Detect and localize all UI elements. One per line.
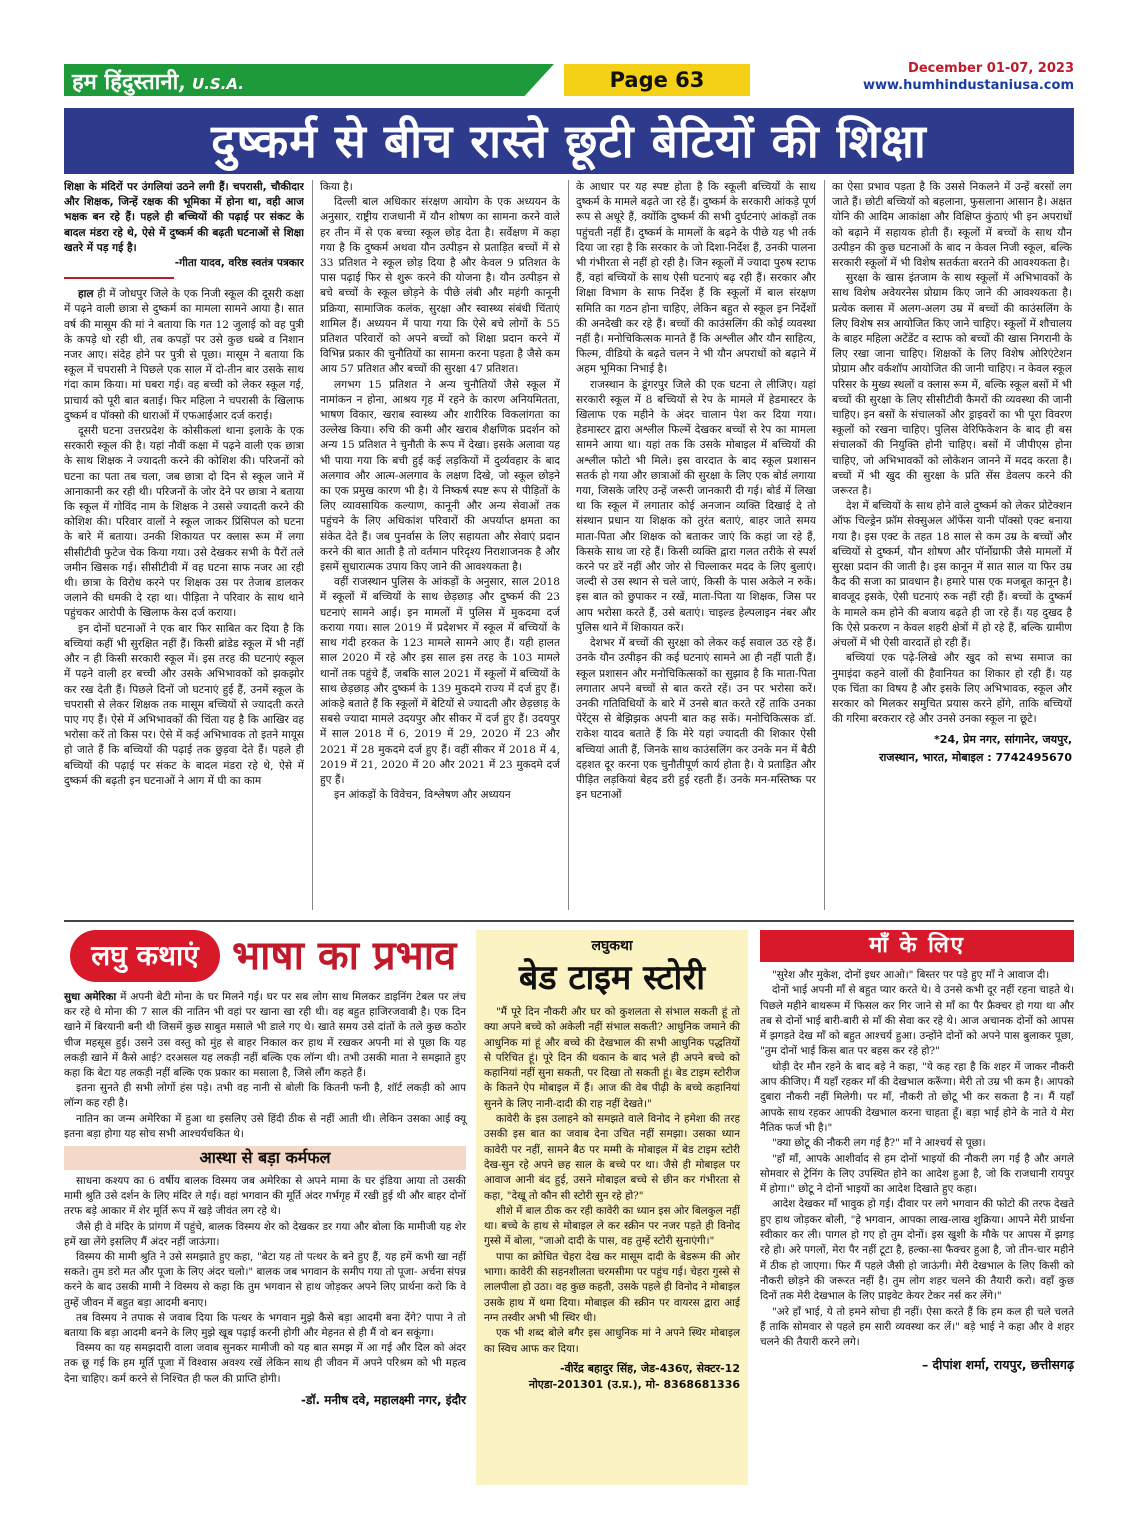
masthead (64, 62, 1074, 98)
story-author: – दीपांश शर्मा, रायपुर, छत्तीसगढ़ (921, 1357, 1074, 1373)
main-headline: दुष्कर्म से बीच रास्ते छूटी बेटियों की शिक्षा (64, 108, 1074, 174)
article-column-1 (64, 180, 304, 915)
author-address: *24, प्रेम नगर, सांगानेर, जयपुर, राजस्थान, भारत, मोबाइल : 7742495670 (879, 733, 1072, 765)
story-paragraph: "सुरेश और मुकेश, दोनों इधर आओ।" बिस्तर पर पड़े हुए माँ ने आवाज दी। (772, 969, 1050, 981)
short-story-bhasha (64, 924, 466, 1524)
newspaper-name: हम हिंदुस्तानी, U.S.A. (72, 69, 244, 95)
story-paragraph: इतना सुनते ही सभी लोगों हंस पड़े। तभी वह नानी से बोली कि कितनी फनी है, शॉर्ट लकड़ी को आप लॉन्ग कह रही है। (64, 1082, 466, 1110)
page-number: Page 63 (564, 64, 750, 96)
column-rule (824, 180, 825, 910)
article-paragraph: देश में बच्चियों के साथ होने वाले दुष्कर्म को लेकर प्रोटेक्शन ऑफ चिल्ड्रेन फ्रॉम सेक्सुअल ऑफेंस यानी पॉक्सो एक्ट बनाया गया है। इस एक्ट के तहत 18 साल से कम उम्र के बच्चों और बच्चियों से दुष्कर्म, यौन शोषण और पॉर्नोग्राफी जैसे मामलों में सुरक्षा प्रदान की जाती है। इस कानून में सात साल या फिर उम्र कैद की सजा का प्रावधान है। हमारे पास एक मजबूत कानून है। बावजूद इसके, ऐसी घटनाएं रुक नहीं रही हैं। बच्चों के दुष्कर्म के मामले कम होने की बजाय बढ़ते ही जा रहे हैं। यह दुखद है कि ऐसे प्रकरण न केवल शहरी क्षेत्रों में हो रहे हैं, बल्कि ग्रामीण अंचलों में भी ऐसी वारदातें हो रही हैं। (832, 500, 1072, 650)
article-paragraph: इन दोनों घटनाओं ने एक बार फिर साबित कर दिया है कि बच्चियां कहीं भी सुरक्षित नहीं हैं। किसी ब्रांडेड स्कूल में भी नहीं और न ही किसी सरकारी स्कूल में। इस तरह की घटनाएं स्कूल में पढ़ने वाली हर बच्ची और उसके अभिभावकों को झकझोर कर रख देती हैं। पिछले दिनों जो घटनाएं हुई हैं, उनमें स्कूल के चपरासी से लेकर शिक्षक तक मासूम बच्चियों से ज्यादती करते पाए गए हैं। ऐसे में अभिभावकों की चिंता यह है कि आखिर वह भरोसा करें तो किस पर। ऐसे में कई अभिभावक तो इतने मायूस हो जाते हैं कि बच्चियों की पढ़ाई तक छुड़वा देते हैं। पहले ही बच्चियों की पढ़ाई पर संकट के बादल मंडरा रहे थे, ऐसे में दुष्कर्म की बढ़ती इन घटनाओं ने आग में घी का काम (64, 622, 304, 787)
story-paragraph: विस्मय का यह समझदारी वाला जवाब सुनकर मामीजी को यह बात समझ में आ गई और दिल को अंदर तक छू गई कि हम मूर्ति पूजा में विश्वास अवश्य रखें लेकिन साथ ही जीवन में अपने परिश्रम को भी महत्व देना चाहिए। कर्म करने से निश्चित ही फल की प्राप्ति होगी। (64, 1342, 466, 1385)
article-paragraph: देशभर में बच्चों की सुरक्षा को लेकर कई सवाल उठ रहे हैं। उनके यौन उत्पीड़न की कई घटनाएं सामने आ ही नहीं पाती हैं। स्कूल प्रशासन और मनोचिकित्सकों का सुझाव है कि माता-पिता लगातार अपने बच्चों से बात करते रहें। उन पर भरोसा करें। उनकी गतिविधियों के बारे में उनसे बात करते रहें ताकि उनका पेरेंट्स से बेझिझक अपनी बात कह सकें। मनोचिकित्सक डॉ. राकेश यादव बताते हैं कि मेरे यहां ज्यादती की शिकार ऐसी बच्चियां आती हैं, जिनके साथ काउंसलिंग कर उनके मन में बैठी दहशत दूर करना एक चुनौतीपूर्ण कार्य होता है। ये प्रताड़ित और पीड़ित लड़कियां बेहद डरी हुई रहती हैं। उनके मन-मस्तिष्क पर इन घटनाओं (576, 637, 816, 802)
story-author: -वीरेंद्र बहादुर सिंह, जेड-436ए, सेक्टर-12 नोएडा-201301 (उ.प्र.), मो- 8368681336 (528, 1361, 740, 1391)
story-paragraph: विस्मय की मामी श्रुति ने उसे समझाते हुए कहा, "बेटा यह तो पत्थर के बने हुए हैं, यह हमें कभी खा नहीं सकते। तुम डरो मत और पूजा के लिए अंदर चलो।" बालक जब भगवान के समीप गया तो पूजा- अर्चना संपन्न करने के बाद उसकी मामी ने विस्मय से कहा कि तुम भगवान से हाथ जोड़कर अपने लिए प्रार्थना करो कि वे तुम्हें जीवन में बहुत बड़ा आदमी बनाए। (64, 1251, 466, 1309)
story-paragraph: नातिन का जन्म अमेरिका में हुआ था इसलिए उसे हिंदी ठीक से नहीं आती थी। लेकिन उसका आई क्यू इतना बड़ा होगा यह सोच सभी आश्चर्यचकित थे। (64, 1112, 466, 1140)
article-paragraph: बच्चियां एक पढ़े-लिखे और खुद को सभ्य समाज का नुमाइंदा कहने वालों की हैवानियत का शिकार हो रही हैं। यह एक चिंता का विषय है और इसके लिए अभिभावक, स्कूल और सरकार को मिलकर समुचित प्रयास करने होंगे, ताकि बच्चियों की गरिमा बरकरार रहे और उनसे उनका स्कूल ना छूटे। (832, 652, 1072, 726)
story-paragraph: "हाँ माँ, आपके आशीर्वाद से हम दोनों भाइयों की नौकरी लग गई है और अगले सोमवार से ट्रेनिंग के लिए उपस्थित होने का आदेश हुआ है, जो कि राजधानी रायपुर में होगा।" छोटू ने दोनों भाइयों का आदेश दिखाते हुए कहा। (760, 1152, 1074, 1196)
story-paragraph: आदेश देखकर माँ भावुक हो गई। दीवार पर लगे भगवान की फोटो की तरफ देखते हुए हाथ जोड़कर बोली, "हे भगवान, आपका लाख-लाख शुक्रिया। आपने मेरी प्रार्थना स्वीकार कर ली। पागल हो गए हो तुम दोनों। इस खुशी के मौके पर आपस में झगड़ रहे हो। अरे पगलों, मेरा पैर नहीं टूटा है, हल्का-सा फैक्चर हुआ है, जो तीन-चार महीने में ठीक हो जाएगा। फिर मैं पहले जैसी हो जाऊंगी। मेरी देखभाल के लिए किसी को नौकरी छोड़ने की जरूरत नहीं है। तुम लोग शहर चलने की तैयारी करो। वहाँ कुछ दिनों तक मेरी देखभाल के लिए प्राइवेट केयर टेकर नर्स कर लेंगे।" (760, 1198, 1074, 1303)
article-column-4 (832, 180, 1072, 915)
story-title: माँ के लिए (760, 930, 1074, 962)
story-paragraph: "क्या छोटू की नौकरी लग गई है?" माँ ने आश्चर्य से पूछा। (772, 1137, 986, 1150)
story-title: भाषा का प्रभाव (232, 933, 457, 979)
short-story-bedtime (476, 930, 748, 1485)
story-paragraph: एक भी शब्द बोले बगैर इस आधुनिक मां ने अपने स्थिर मोबाइल का स्विच आफ कर दिया। (484, 1327, 740, 1355)
story-subheading: आस्था से बड़ा कर्मफल (64, 1146, 466, 1170)
story-title: बेड टाइम स्टोरी (518, 958, 706, 998)
article-paragraph: लगभग 15 प्रतिशत ने अन्य चुनौतियों जैसे स्कूल में नामांकन न होना, आश्रय गृह में रहने के कारण अनियमितता, भाषण विकार, खराब स्वास्थ्य और शारीरिक विकलांगता का उल्लेख किया। रुचि की कमी और खराब शैक्षणिक प्रदर्शन को अन्य 15 प्रतिशत ने चुनौती के रूप में देखा। इसके अलावा यह भी पाया गया कि बची हुई कई लड़कियों में दुर्व्यवहार के बाद अलगाव और आत्म-अलगाव के लक्षण दिखे, जो स्कूल छोड़ने का एक प्रमुख कारण भी है। ये निष्कर्ष स्पष्ट रूप से पीड़ितों के लिए व्यावसायिक कल्याण, कानूनी और अन्य सेवाओं तक पहुंचने के लिए अधिकांश परिवारों की अपर्याप्त क्षमता का संकेत देते हैं। जब पुनर्वास के लिए सहायता और सेवाएं प्रदान करने की बात आती है तो वर्तमान परिदृश्य निराशाजनक है और इसमें सुधारात्मक उपाय किए जाने की आवश्यकता है। (320, 378, 560, 574)
article-paragraph: किया है। (320, 181, 353, 193)
story-paragraph: जैसे ही वे मंदिर के प्रांगण में पहुंचे, बालक विस्मय शेर को देखकर डर गया और बोला कि मामीजी यह शेर हमें खा लेंगे इसलिए मैं अंदर नहीं जाऊंगा। (64, 1220, 466, 1248)
story-paragraph: सुधा अमेरिका में अपनी बेटी मोना के घर मिलने गई। घर पर सब लोग साथ मिलकर डाइनिंग टेबल पर लंच कर रहे थे मोना की 7 साल की नातिन भी वहां पर खाना खा रही थी। वह बहुत हाजिरजवाबी है। एक दिन खाने में बिरयानी बनी थी जिसमें कुछ साबुत मसाले भी डाले गए थे। खाते समय उसे दांतों के तले कुछ कठोर चीज महसूस हुई। उसने उस वस्तु को मुंह से बाहर निकाल कर हाथ में रखकर अपनी मां से पूछा कि यह लकड़ी खाने में कैसे आई? दरअसल यह लकड़ी नहीं बल्कि एक लॉन्ग थी। तभी उसकी माता ने समझाते हुए कहा कि बेटा यह लकड़ी नहीं बल्कि एक प्रकार का मसाला है, जिसे लौंग कहते हैं। (64, 991, 466, 1080)
story-author: -डॉ. मनीष दवे, महालक्ष्मी नगर, इंदौर (300, 1392, 466, 1407)
story-paragraph: दोनों भाई अपनी माँ से बहुत प्यार करते थे। वे उनसे कभी दूर नहीं रहना चाहते थे। पिछले महीने बाथरूम में फिसल कर गिर जाने से माँ का पैर फ्रैक्चर हो गया था और तब से दोनों भाई बारी-बारी से माँ की सेवा कर रहे थे। आज अचानक दोनों को आपस में झगड़ते देख माँ को बहुत आश्चर्य हुआ। उन्होंने दोनों को अपने पास बुलाकर पूछा, "तुम दोनों भाई किस बात पर बहस कर रहे हो?" (760, 984, 1074, 1058)
story-header (64, 924, 466, 990)
article-column-2 (320, 180, 560, 915)
story-paragraph: तब विस्मय ने तपाक से जवाब दिया कि पत्थर के भगवान मुझे कैसे बड़ा आदमी बना देंगे? पापा ने तो बताया कि बड़ा आदमी बनने के लिए मुझे खूब पढ़ाई करनी होगी और मेहनत से ही मैं वो बन सकूंगा। (64, 1311, 466, 1340)
article-author: -गीता यादव, वरिष्ठ स्वतंत्र पत्रकार (174, 257, 304, 270)
story-category: लघुकथा (591, 938, 633, 954)
story-body (484, 1005, 740, 1357)
column-rule (568, 180, 569, 910)
article-paragraph: दिल्ली बाल अधिकार संरक्षण आयोग के एक अध्ययन के अनुसार, राष्ट्रीय राजधानी में यौन शोषण का सामना करने वाले हर तीन में से एक बच्चा स्कूल छोड़ देता है। सर्वेक्षण में कहा गया है कि दुष्कर्म अथवा यौन उत्पीड़न से प्रताड़ित बच्चों में से 33 प्रतिशत ने स्कूल छोड़ दिया है और केवल 9 प्रतिशत के पास पढ़ाई फिर से शुरू करने की योजना है। यौन उत्पीड़न से बचे बच्चों के स्कूल छोड़ने के पीछे लंबी और महंगी कानूनी प्रक्रिया, सामाजिक कलंक, सुरक्षा और स्वास्थ्य संबंधी चिंताएं शामिल हैं। अध्ययन में पाया गया कि ऐसे बचे लोगों के 55 प्रतिशत परिवारों को अपने बच्चों को शिक्षा प्रदान करने में विभिन्न प्रकार की चुनौतियों का सामना करना पड़ता है जैसे कम आय 57 प्रतिशत और बच्चों की सुरक्षा 47 प्रतिशत। (320, 196, 560, 376)
story-paragraph: कावेरी के इस उलाहने को समझते वाले विनोद ने हमेशा की तरह उसकी इस बात का जवाब देना उचित नहीं समझा। उसका ध्यान कावेरी पर नहीं, सामने बैठ पर मम्मी के मोबाइल में बेड टाइम स्टोरी देख-सुन रहे अपने छह साल के बच्चे पर था। जैसे ही मोबाइल पर आवाज आनी बंद हुई, उसने मोबाइल बच्चे से छीन कर गंभीरता से कहा, "देखू तो कौन सी स्टोरी सुन रहे हो?" (484, 1113, 740, 1202)
main-article (64, 180, 1074, 915)
article-column-3 (576, 180, 816, 915)
article-intro: शिक्षा के मंदिरों पर उंगलियां उठने लगी हैं। चपरासी, चौकीदार और शिक्षक, जिन्हें रक्षक की भूमिका में होना था, वही आज भक्षक बन रहे हैं। पहले ही बच्चियों की पढ़ाई पर संकट के बादल मंडरा रहे थे, ऐसे में दुष्कर्म की बढ़ती घटनाओं से शिक्षा खतरे में पड़ गई है। (64, 181, 304, 254)
story-paragraph: "अरे हाँ भाई, ये तो हमने सोचा ही नहीं। ऐसा करते हैं कि हम कल ही चले चलते हैं ताकि सोमवार से पहले हम सारी व्यवस्था कर लें।" बड़े भाई ने कहा और वे शहर चलने की तैयारी करने लगे। (760, 1305, 1074, 1349)
article-paragraph: राजस्थान के डूंगरपुर जिले की एक घटना ले लीजिए। यहां सरकारी स्कूल में 8 बच्चियों से रेप के मामले में हेडमास्टर के खिलाफ एक महीने के अंदर चालान पेश कर दिया गया। हेडमास्टर द्वारा अश्लील फिल्में देखकर बच्चों से रेप का मामला सामने आया था। यहां तक कि उसके मोबाइल में बच्चियों की अश्लील फोटो भी मिले। इस वारदात के बाद स्कूल प्रशासन सतर्क हो गया और छात्राओं की सुरक्षा के लिए एक बोर्ड लगाया गया, जिसके जरिए उन्हें जरूरी जानकारी दी गई। बोर्ड में लिखा था कि स्कूल में लगातार कोई अनजान व्यक्ति दिखाई दे तो संस्थान प्रधान या शिक्षक को तुरंत बताएं, बाहर जाते समय माता-पिता और शिक्षक को बताकर जाएं कि कहां जा रहे हैं, किसके साथ जा रहे हैं। किसी व्यक्ति द्वारा गलत तरीके से स्पर्श करने पर डरें नहीं और जोर से चिल्लाकर मदद के लिए बुलाएं। जल्दी से उस स्थान से चले जाएं, किसी के पास अकेले न रुकें। इस बात को छुपाकर न रखें, माता-पिता या शिक्षक, जिस पर आप भरोसा करते हैं, उसे बताएं। चाइल्ड हेल्पलाइन नंबर और पुलिस थाने में शिकायत करें। (576, 378, 816, 634)
story-category-badge: लघु कथाएं (70, 930, 220, 982)
story-paragraph: थोड़ी देर मौन रहने के बाद बड़े ने कहा, "ये कह रहा है कि शहर में जाकर नौकरी आप कीजिए। मैं यहाँ रहकर माँ की देखभाल करूँगा। मेरी तो उम्र भी कम है। आपको दुबारा नौकरी नहीं मिलेगी। पर माँ, नौकरी तो छोटू भी कर सकता है न। मैं यहाँ आपके साथ रहकर आपकी देखभाल करना चाहता हूँ। बड़ा भाई होने के नाते ये मेरा नैतिक फर्ज भी है।" (760, 1060, 1074, 1134)
story-body (64, 990, 466, 1408)
short-story-maa (760, 930, 1074, 1485)
article-paragraph: का ऐसा प्रभाव पड़ता है कि उससे निकलने में उन्हें बरसों लग जाते हैं। छोटी बच्चियों को बहलाना, फुसलाना आसान है। अक्षत योनि की आदिम आकांक्षा और विक्षिप्त कुंठाएं भी इन अपराधों को बढ़ाने में सहायक होती हैं। स्कूलों में बच्चों के साथ यौन उत्पीड़न की कुछ घटनाओं के बाद न केवल निजी स्कूल, बल्कि सरकारी स्कूलों में भी विशेष सतर्कता बरतने की आवश्यकता है। (832, 181, 1072, 270)
article-paragraph: वहीं राजस्थान पुलिस के आंकड़ों के अनुसार, साल 2018 में स्कूलों में बच्चियों के साथ छेड़छाड़ और दुष्कर्म की 23 घटनाएं सामने आई। इन मामलों में पुलिस में मुकदमा दर्ज कराया गया। साल 2019 में प्रदेशभर में स्कूल में बच्चियों के साथ गंदी हरकत के 123 मामले सामने आए हैं। यही हालत साल 2020 में रहे और इस साल इस तरह के 103 मामले थानों तक पहुंचे हैं, जबकि साल 2021 में स्कूलों में बच्चियों के साथ छेड़छाड़ और दुष्कर्म के 139 मुकदमे राज्य में दर्ज हुए हैं। आंकड़े बताते हैं कि स्कूलों में बेटियों से ज्यादती और छेड़छाड़ के सबसे ज्यादा मामले उदयपुर और सीकर में दर्ज हुए हैं। उदयपुर में साल 2018 में 6, 2019 में 29, 2020 में 23 और 2021 में 28 मुकदमे दर्ज हुए हैं। वहीं सीकर में 2018 में 4, 2019 में 21, 2020 में 20 और 2021 में 23 मुकदमे दर्ज हुए हैं। (320, 576, 560, 786)
story-paragraph: साधना कश्यप का 6 वर्षीय बालक विस्मय जब अमेरिका से अपने मामा के घर इंडिया आया तो उसकी मामी श्रुति उसे दर्शन के लिए मंदिर ले गई। वहां भगवान की मूर्ति अंदर गर्भगृह में रखी हुई थी और बाहर दोनों तरफ बड़े आकार में शेर मूर्ति रूप में खड़े जीवंत लग रहे थे। (64, 1175, 466, 1218)
section-divider (64, 920, 1074, 922)
column-rule (312, 180, 313, 910)
article-paragraph: हाल ही में जोधपुर जिले के एक निजी स्कूल की दूसरी कक्षा में पढ़ने वाली छात्रा से दुष्कर्म का मामला सामने आया है। सात वर्ष की मासूम की मां ने बताया कि गत 12 जुलाई को वह पुत्री के कपड़े धो रही थी, तब कपड़ों पर उसे कुछ धब्बे व निशान नजर आए। संदेह होने पर पुत्री से पूछा। मासूम ने बताया कि स्कूल में चपरासी ने पिछले एक साल में दो-तीन बार उसके साथ गंदा काम किया। मां घबरा गई। वह बच्ची को लेकर स्कूल गई, प्राचार्य को पूरी बात बताई। फिर महिला ने चपरासी के खिलाफ दुष्कर्म व पॉक्सो की धाराओं में एफआईआर दर्ज कराई। (64, 288, 304, 422)
article-paragraph: इन आंकड़ों के विवेचन, विश्लेषण और अध्ययन (334, 789, 511, 802)
story-paragraph: "मैं पूरे दिन नौकरी और घर को कुशलता से संभाल सकती हूं तो क्या अपने बच्चे को अकेली नहीं संभाल सकती? आधुनिक जमाने की आधुनिक मां हूं और बच्चे की देखभाल की सभी आधुनिक पद्धतियों से परिचित हूं। पूरे दिन की थकान के बाद भले ही अपने बच्चे को कहानियां नहीं सुना सकती, पर दिखा तो सकती हूं। बेड टाइम स्टोरीज के कितने ऐप मोबाइल में हैं। आज की वेब पीढ़ी के बच्चे कहानियां सुनने के लिए नानी-दादी की राह नहीं देखते।" (484, 1006, 740, 1110)
story-paragraph: शीशे में बाल ठीक कर रही कावेरी का ध्यान इस ओर बिलकुल नहीं था। बच्चे के हाथ से मोबाइल ले कर स्क्रीन पर नजर पड़ते ही विनोद गुस्से में बोला, "जाओ दादी के पास, वह तुम्हें स्टोरी सुनाएंगी।" (484, 1204, 740, 1248)
issue-date: December 01-07, 2023 (908, 61, 1074, 76)
story-body (760, 968, 1074, 1350)
article-paragraph: दूसरी घटना उत्तरप्रदेश के कोसीकलां थाना इलाके के एक सरकारी स्कूल की है। यहां नौवीं कक्षा में पढ़ने वाली एक छात्रा के साथ शिक्षक ने ज्यादती करने की कोशिश की। परिजनों को घटना का पता तब चला, जब छात्रा दो दिन से स्कूल जाने में आनाकानी कर रही थी। परिजनों के जोर देने पर छात्रा ने बताया कि स्कूल में गोविंद नाम के शिक्षक ने उससे ज्यादती करने की कोशिश की। परिवार वालों ने स्कूल जाकर प्रिंसिपल को घटना के बारे में बताया। उनकी शिकायत पर क्लास रूम में लगा सीसीटीवी फुटेज चेक किया गया। उसे देखकर सभी के पैरों तले जमीन खिसक गई। सीसीटीवी में वह घटना साफ नजर आ रही थी। छात्रा के विरोध करने पर शिक्षक उस पर तेजाब डालकर जलाने की धमकी दे रहा था। पीड़िता ने परिवार के साथ थाने पहुंचकर आरोपी के खिलाफ केस दर्ज कराया। (64, 425, 304, 620)
article-paragraph: सुरक्षा के खास इंतजाम के साथ स्कूलों में अभिभावकों के साथ विशेष अवेयरनेस प्रोग्राम किए जाने की आवश्यकता है। प्रत्येक क्लास में अलग-अलग उम्र में बच्चों की काउंसलिंग के लिए विशेष सत्र आयोजित किए जाने चाहिए। स्कूलों में शौचालय के बाहर महिला अटेंडेंट व स्टाफ को बच्चों की खास निगरानी के लिए रखा जाना चाहिए। शिक्षकों के लिए विशेष ओरिएंटेशन प्रोग्राम और वर्कशॉप आयोजित की जानी चाहिए। न केवल स्कूल परिसर के मुख्य स्थलों व क्लास रूम में, बल्कि स्कूल बसों में भी बच्चों की सुरक्षा के लिए सीसीटीवी कैमरों की व्यवस्था की जानी चाहिए। इन बसों के संचालकों और ड्राइवरों का भी पूरा विवरण स्कूलों को रखना चाहिए। पुलिस वेरिफिकेशन के बाद ही बस संचालकों की नियुक्ति होनी चाहिए। बसों में जीपीएस होना चाहिए, जो अभिभावकों को लोकेशन जानने में मदद करता है। बच्चों में भी खुद की सुरक्षा के प्रति सेंस डेवलप करने की जरूरत है। (832, 272, 1072, 498)
website-link[interactable]: www.humhindustaniusa.com (862, 78, 1074, 93)
story-paragraph: पापा का क्रोधित चेहरा देख कर मासूम दादी के बेडरूम की ओर भागा। कावेरी की सहनशीलता चरमसीमा पर पहुंच गई। चेहरा गुस्से से लालपीला हो उठा। वह कुछ कहती, उसके पहले ही विनोद ने मोबाइल उसके हाथ में थमा दिया। मोबाइल की स्क्रीन पर वायरस द्वारा आई नग्न तस्वीर अभी भी स्थिर थी। (484, 1250, 740, 1324)
article-paragraph: के आधार पर यह स्पष्ट होता है कि स्कूली बच्चियों के साथ दुष्कर्म के मामले बढ़ते जा रहे हैं। दुष्कर्म के सरकारी आंकड़े पूर्ण रूप से अधूरे हैं, क्योंकि दुष्कर्म की सभी दुर्घटनाएं आंकड़ों तक पहुंचती नहीं हैं। दुष्कर्म के मामलों के बढ़ने के पीछे यह भी तर्क दिया जा रहा है कि सरकार के जो दिशा-निर्देश हैं, उनकी पालना भी गंभीरता से नहीं हो रही है। जिन स्कूलों में ज्यादा पुरुष स्टाफ हैं, वहां बच्चियों के साथ ऐसी घटनाएं बढ़ रही हैं। सरकार और शिक्षा विभाग के साफ निर्देश हैं कि स्कूलों में बाल संरक्षण समिति का गठन होना चाहिए, लेकिन बहुत से स्कूल इन निर्देशों की अनदेखी कर रहे हैं। बच्चों की काउंसलिंग की कोई व्यवस्था नहीं है। मनोचिकित्सक मानते हैं कि अश्लील और यौन साहित्य, फिल्म, वीडियो के बढ़ते चलन ने भी यौन अपराधों को बढ़ाने में अहम भूमिका निभाई है। (576, 181, 816, 376)
intro-divider (64, 277, 174, 279)
